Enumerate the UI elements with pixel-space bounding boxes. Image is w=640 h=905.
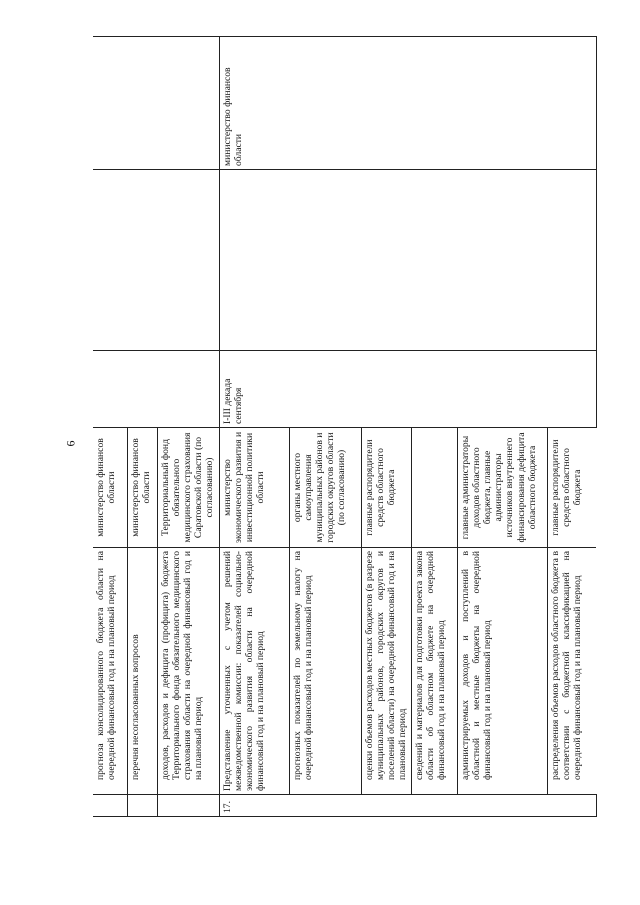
row-action: сведений и материалов для подготовки проекта закона области об областном бюджете на очередной финансовый год и на плановый период [411, 548, 457, 795]
row-action: оценки объемов расходов местных бюджетов (в разрезе муниципальных районов, городских округов и поселений области) на очередной финансовый год и на плановый период [361, 548, 411, 795]
row-responsible [411, 428, 457, 548]
table-row [219, 37, 289, 817]
row-number [127, 795, 157, 817]
row-responsible: министерство экономического развития и инвестиционной политики области [219, 428, 289, 548]
row-responsible: органы местного самоуправления муниципальных районов и городских округов области (по согласованию) [289, 428, 361, 548]
row-number [157, 795, 219, 817]
row-action: прогноза консолидированного бюджета области на очередной финансовый год и на плановый период [93, 548, 127, 795]
row-responsible: министерство финансов области [127, 428, 157, 548]
row-org: министерство финансов области [219, 37, 596, 170]
row-number [93, 795, 127, 817]
row-responsible: главные администраторы доходов областного бюджета, главные администраторы источников внутреннего финансирования дефицита областного бюджета [457, 428, 547, 548]
page-number: 6 [63, 440, 78, 447]
row-blank [219, 170, 596, 351]
row-responsible: главные распорядители средств областного бюджета [547, 428, 596, 548]
row-org [93, 37, 219, 170]
plan-table [93, 36, 597, 817]
row-responsible: министерство финансов области [93, 428, 127, 548]
row-action: прогнозных показателей по земельному налогу на очередной финансовый год и на плановый период [289, 548, 361, 795]
row-date [93, 351, 219, 428]
row-date: I-III декада сентября [219, 351, 596, 428]
document-sheet [93, 37, 596, 817]
table-row [93, 37, 127, 817]
row-number: 17. [219, 795, 596, 817]
row-action: доходов, расходов и дефицита (профицита) бюджета Территориального фонда обязательного медицинского страхования области на очередной финансовый год и на плановый период [157, 548, 219, 795]
row-action: Представление уточненных с учетом решений межведомственной комиссии: показателей социально-экономического развития области на очередной финансовый год и на плановый период [219, 548, 289, 795]
row-action: распределения объемов расходов областного бюджета в соответствии с бюджетной классификацией на очередной финансовый год и на плановый период [547, 548, 596, 795]
row-action: перечня несогласованных вопросов [127, 548, 157, 795]
row-responsible: Территориальный фонд обязательного медицинского страхования Саратовской области (по согласованию) [157, 428, 219, 548]
row-blank [93, 170, 219, 351]
row-action: администрируемых доходов и поступлений в областной и местные бюджеты на очередной финансовый год и на плановый период [457, 548, 547, 795]
row-responsible: главные распорядители средств областного бюджета [361, 428, 411, 548]
rotated-page [93, 37, 596, 817]
